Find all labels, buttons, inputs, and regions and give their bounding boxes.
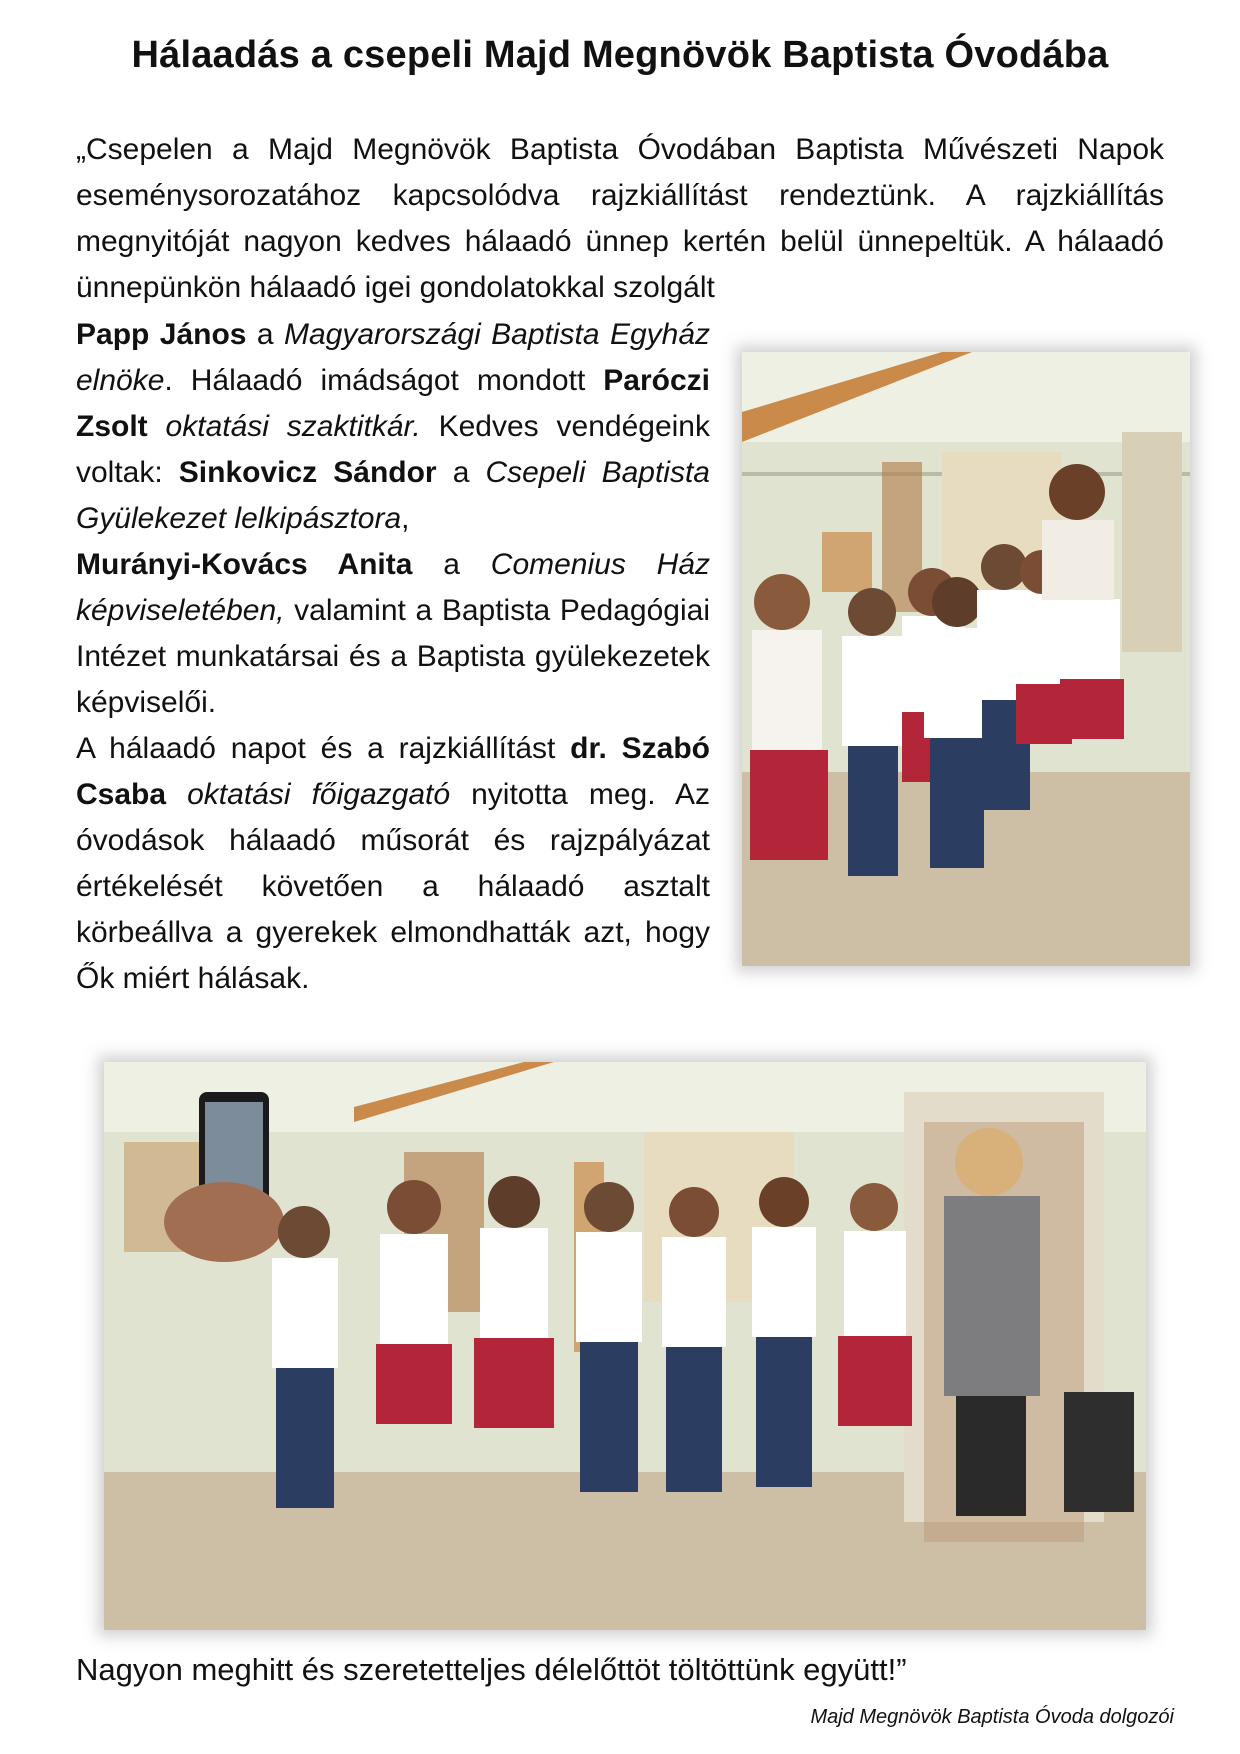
article-column: [76, 312, 710, 1002]
column-paragraph-1: Papp János a Magyarországi Baptista Egyház elnöke. Hálaadó imádságot mondott Paróczi Zsolt oktatási szaktitkár. Kedves vendégeink voltak: Sinkovicz Sándor a Csepeli Baptista Gyülekezet lelkipásztora,: [76, 318, 711, 535]
person-role: Csepeli Baptista Gyülekezet lelkipásztora: [76, 456, 710, 535]
person-name: Sinkovicz Sándor: [178, 456, 437, 489]
photo-children-performance-illustration: [104, 1062, 1146, 1630]
intro-paragraph: „Csepelen a Majd Megnövök Baptista Óvodában Baptista Művészeti Napok eseménysorozatához kapcsolódva rajzkiállítást rendeztünk. A rajzkiállítás megnyitóját nagyon kedves hálaadó ünnep kertén belül ünnepeltük. A hálaadó ünnepünkön hálaadó igei gondolatokkal szolgált: [76, 133, 1164, 304]
photo-children-row: [742, 352, 1190, 966]
signature: Majd Megnövök Baptista Óvoda dolgozói: [810, 1706, 1174, 1728]
person-role: oktatási főigazgató: [187, 778, 451, 811]
person-role: Magyarországi Baptista Egyház elnöke: [76, 318, 711, 397]
column-paragraph-3: A hálaadó napot és a rajzkiállítást dr. Szabó Csaba oktatási főigazgató nyitotta meg. Az óvodások hálaadó műsorát és rajzpályázat értékelését követően a hálaadó asztalt körbeállva a gyerekek elmondhatták azt, hogy Ők miért hálásak.: [76, 732, 711, 995]
photo-children-performance: [104, 1062, 1146, 1630]
person-name: Paróczi Zsolt: [76, 364, 710, 443]
closing-sentence: Nagyon meghitt és szeretetteljes délelőttöt töltöttünk együtt!”: [76, 1652, 907, 1687]
person-name: dr. Szabó Csaba: [76, 732, 710, 811]
person-name: Murányi-Kovács Anita: [76, 548, 413, 581]
person-role: oktatási szaktitkár.: [165, 410, 421, 443]
person-name: Papp János: [76, 318, 247, 351]
column-paragraph-2: Murányi-Kovács Anita a Comenius Ház képviseletében, valamint a Baptista Pedagógiai Intézet munkatársai és a Baptista gyülekezetek képviselői.: [76, 548, 711, 719]
photo-children-row-illustration: [742, 352, 1190, 966]
person-role: Comenius Ház képviseletében,: [76, 548, 711, 627]
article-title: Hálaadás a csepeli Majd Megnövök Baptista Óvodába: [131, 34, 1109, 76]
